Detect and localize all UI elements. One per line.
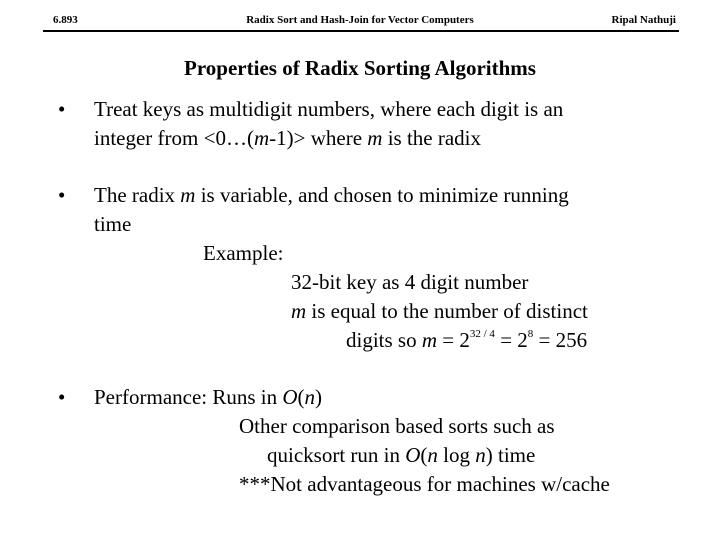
example-label: Example: (203, 241, 284, 265)
bullet-2-line-2: time (94, 212, 132, 236)
math-equals: = (494, 328, 518, 352)
radix-m: m (291, 299, 307, 323)
bullet-3-line-3 (267, 441, 535, 470)
bullet-3-marker: • (58, 385, 66, 409)
log-text: log (437, 443, 476, 467)
bullet-2-line-1 (94, 181, 569, 210)
bullet-3-line-4: ***Not advantageous for machines w/cache (239, 472, 610, 496)
paren-open: ( (420, 443, 428, 467)
time-text: ) time (485, 443, 536, 467)
math-exponent: 32 / 4 (469, 328, 495, 340)
bullet-1-text-a: integer from <0…( (94, 126, 254, 150)
bullet-1-marker: • (58, 97, 66, 121)
radix-equation (459, 328, 587, 352)
bullet-2-text-a: The radix (94, 183, 181, 207)
slide-title: Properties of Radix Sorting Algorithms (184, 56, 536, 80)
math-base: 2 (517, 328, 528, 352)
radix-m: m (180, 183, 196, 207)
radix-m: m (421, 328, 438, 352)
header-topic: Radix Sort and Hash-Join for Vector Computers (246, 14, 474, 26)
bullet-3-text-a: Performance: Runs in (94, 385, 283, 409)
example-line-2-text: is equal to the number of distinct (306, 299, 588, 323)
course-number: 6.893 (53, 14, 78, 26)
example-line-1: 32-bit key as 4 digit number (291, 270, 529, 294)
bullet-3-text-quicksort: quicksort run in (267, 443, 406, 467)
bullet-1-line-1: Treat keys as multidigit numbers, where each digit is an (94, 97, 564, 121)
header-author: Ripal Nathuji (611, 14, 676, 26)
paren-close: ) (315, 385, 323, 409)
example-line-3 (346, 326, 587, 355)
math-base: 2 (459, 328, 470, 352)
equals-sign: = (437, 328, 460, 352)
example-line-3-text: digits so (346, 328, 422, 352)
variable-n: n (427, 443, 438, 467)
bullet-1-text-c: is the radix (382, 126, 482, 150)
radix-m: m (253, 126, 270, 150)
bullet-1-line-2 (94, 124, 481, 153)
variable-n: n (304, 385, 316, 409)
bullet-3-line-2: Other comparison based sorts such as (239, 414, 555, 438)
bullet-1-text-b: -1)> where (269, 126, 368, 150)
header-divider (43, 30, 679, 32)
radix-m: m (367, 126, 383, 150)
math-result: = 256 (533, 328, 588, 352)
example-line-2 (291, 297, 588, 326)
paren-open: ( (297, 385, 305, 409)
big-o: O (405, 443, 421, 467)
bullet-2-text-b: is variable, and chosen to minimize running (195, 183, 569, 207)
bullet-3-line-1 (94, 383, 322, 412)
big-o: O (282, 385, 298, 409)
bullet-2-marker: • (58, 183, 66, 207)
math-exponent: 8 (527, 328, 534, 340)
variable-n: n (475, 443, 486, 467)
